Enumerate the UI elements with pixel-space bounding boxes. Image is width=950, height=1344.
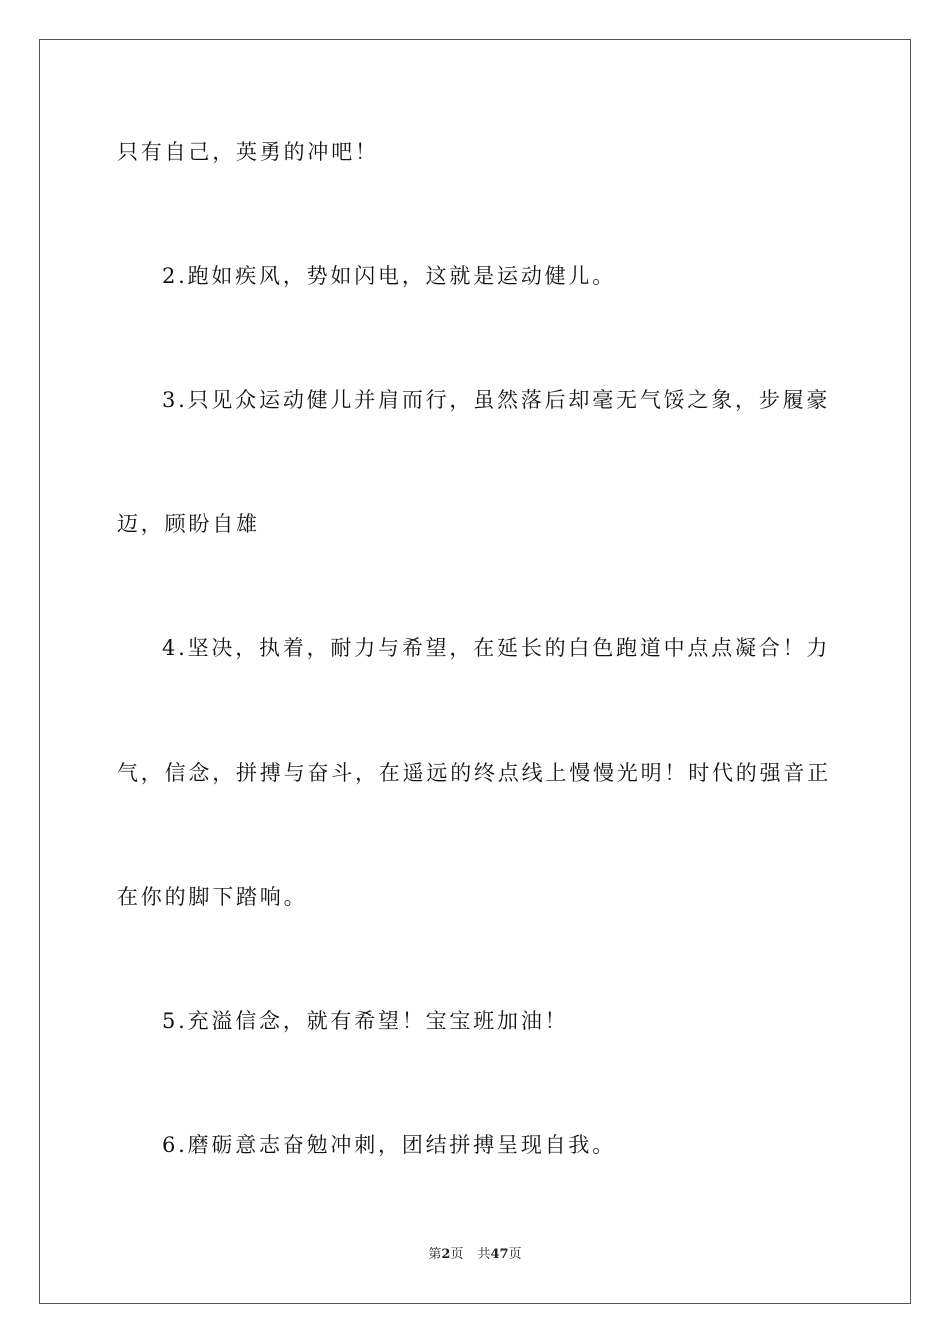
page-prefix: 第 [428,1247,442,1262]
page-total: 47 [490,1247,509,1262]
text-line-7: 在你的脚下踏响。 [117,885,308,909]
page-unit: 页 [450,1247,464,1262]
page-footer [0,1246,950,1264]
page-current: 2 [441,1247,451,1262]
text-line-9: 6.磨砺意志奋勉冲刺，团结拼搏呈现自我。 [162,1133,617,1157]
page-border [39,39,911,1304]
text-line-1: 只有自己，英勇的冲吧！ [117,140,379,164]
text-line-4: 迈，顾盼自雄 [117,512,260,536]
text-line-2: 2.跑如疾风，势如闪电，这就是运动健儿。 [162,264,617,288]
total-prefix: 共 [477,1247,491,1262]
total-unit: 页 [508,1247,522,1262]
text-line-3: 3.只见众运动健儿并肩而行，虽然落后却毫无气馁之象，步履豪 [162,388,831,412]
text-line-6: 气，信念，拼搏与奋斗，在遥远的终点线上慢慢光明！时代的强音正 [117,761,831,785]
text-line-8: 5.充溢信念，就有希望！宝宝班加油！ [162,1009,569,1033]
text-line-5: 4.坚决，执着，耐力与希望，在延长的白色跑道中点点凝合！力 [162,636,831,660]
